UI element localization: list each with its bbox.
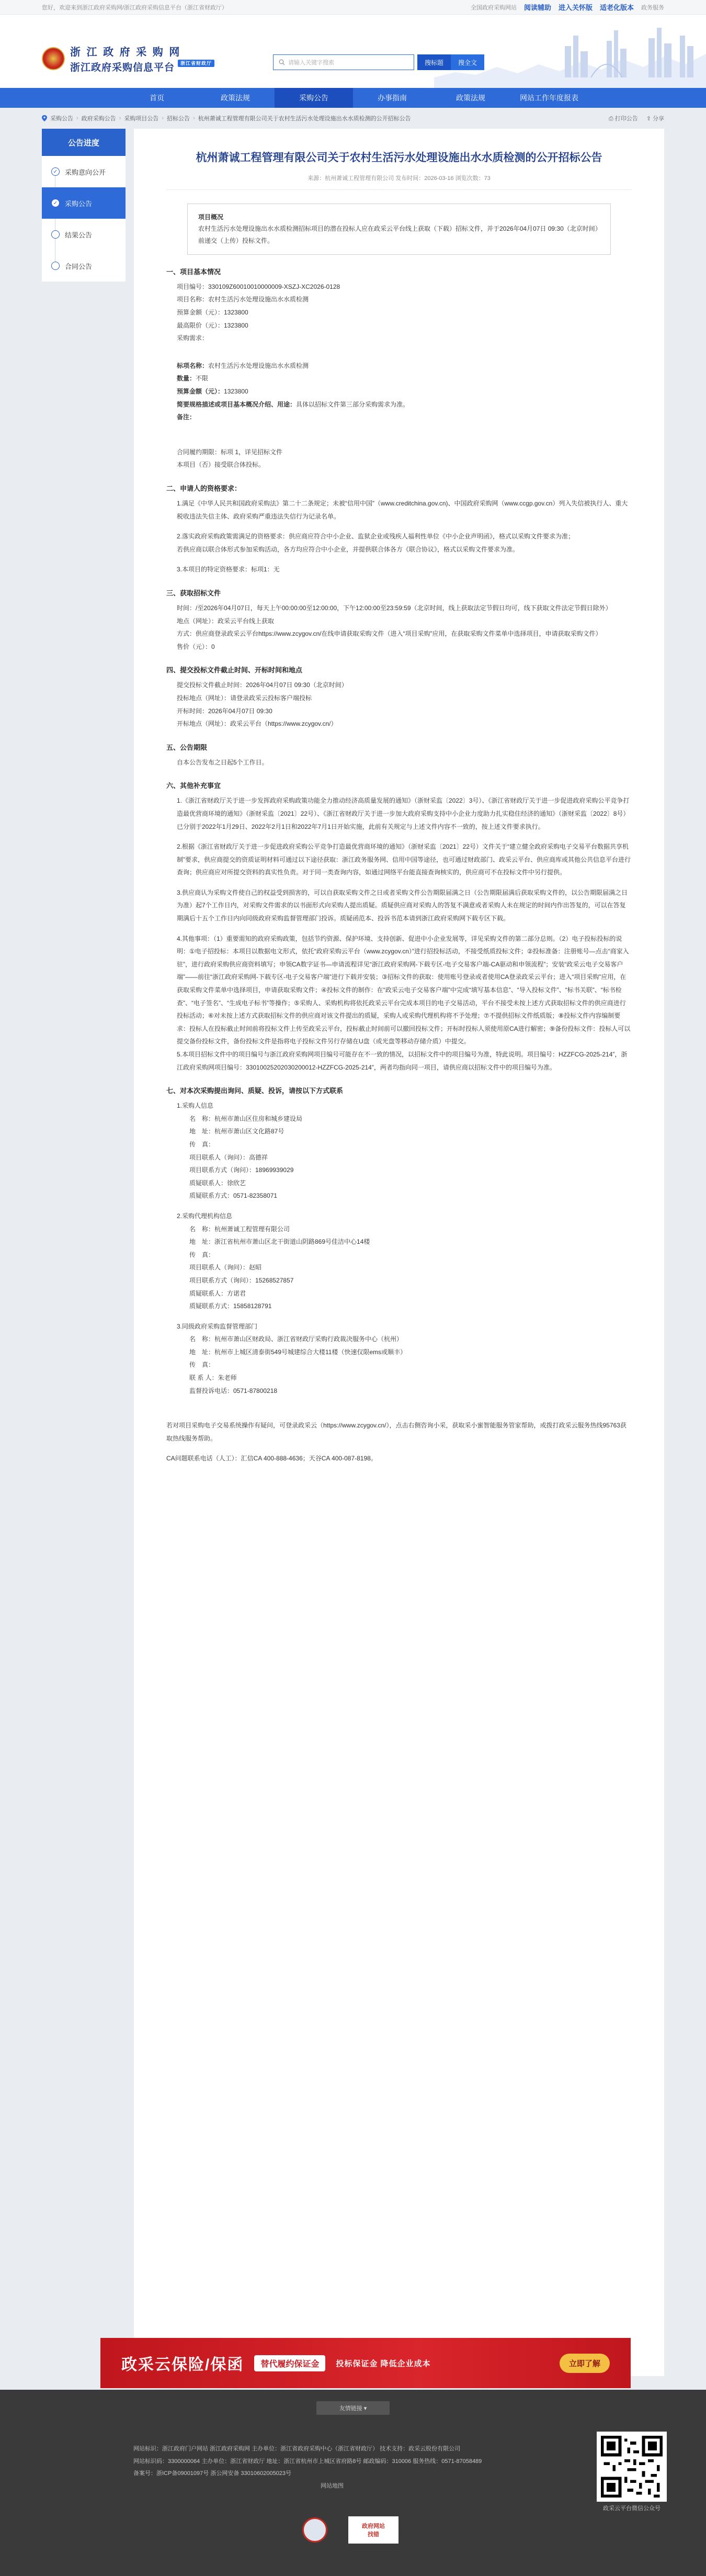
circle-icon [51, 230, 60, 239]
contact-line: 传 真： [189, 1251, 215, 1258]
paragraph: 若对项目采购电子交易系统操作有疑问，可登录政采云（https://www.zcygov.cn/），点击右侧咨询小采，获取采小蜜智能服务管家帮助，或拨打政采云服务热线95763获取热线服务帮助。 [166, 1422, 627, 1442]
search-icon [279, 59, 285, 65]
paragraph: 2.根据《浙江省财政厅关于进一步促进政府采购公平竞争打造最优营商环境的通知》（浙财采监〔2021〕22号）文件关于“建立健全政府采购电子交易平台数据共享机制”要求，供应商提交的资质证明材料可通过以下途径获取：浙江政务服务网、信用中国等途径，也可通过财政部门、政采云平台、供应商库或其他公共信息平台进行查询；供应商应对所提交资料的真实性负责。对于同一类查询内容，如通过网络平台能直接查询核实的，供应商可不在投标文件中另行提供。 [177, 843, 631, 876]
contact-line: 地 址：浙江省杭州市萧山区北干街道山阴路869号佳洁中心14楼 [189, 1238, 370, 1246]
banner-title: 政采云保险/保函 [121, 2356, 244, 2373]
paragraph: 提交投标文件截止时间：2026年04月07日 09:30（北京时间） [177, 681, 348, 689]
contact-line: 质疑联系人：方诺君 [189, 1289, 246, 1297]
breadcrumb: 采购公告 › 政府采购公告 › 采购项目公告 › 招标公告 › 杭州萧诚工程管理有限公司关于农村生活污水处理设施出水水质检测的公开招标公告 [42, 114, 411, 122]
requirement-line: 数量：不限 [177, 375, 209, 383]
nav-regulations[interactable]: 政策法规 [456, 94, 485, 102]
sidebar-item-announcement[interactable]: ✓ 采购公告 [42, 187, 126, 219]
footer-line: 网站标识码：3300000064 主办单位：浙江省财政厅 地址：浙江省杭州市上城区省府路8号 邮政编码：310006 服务热线：0571-87058489 [133, 2458, 482, 2465]
paragraph: 方式：供应商登录政采云平台https://www.zcygov.cn/在线申请获取采购文件（进入“项目采购”应用，在获取采购文件菜单中选择项目，申请获取采购文件） [177, 630, 602, 638]
breadcrumb-current: 杭州萧诚工程管理有限公司关于农村生活污水处理设施出水水质检测的公开招标公告 [198, 116, 411, 122]
content-layout [42, 129, 664, 2376]
breadcrumb-item[interactable]: 采购公告 [50, 116, 73, 122]
top-link-care-mode[interactable]: 进入关怀版 [558, 4, 593, 12]
requirement-line: 标项名称：农村生活污水处理设施出水水质检测 [177, 362, 309, 369]
requirement-line: 简要规格描述或项目基本概况介绍、用途：具体以招标文件第三部分采购需求为准。 [177, 400, 409, 408]
site-header [0, 15, 706, 88]
sidebar-title: 公告进度 [42, 129, 126, 156]
header-skyline-illustration [434, 15, 706, 88]
contact-line: 项目联系人（询问）：赵昭 [189, 1264, 262, 1272]
paragraph: 项目编号：330109Z60010010000009-XSZJ-XC2026-0128 [177, 283, 340, 290]
paragraph: 合同履约期限：标项 1，详见招标文件 [177, 448, 283, 456]
requirement-line: 备注： [177, 413, 196, 421]
summary-title: 项目概况 [198, 213, 224, 221]
share-button[interactable]: ⇪ 分享 [646, 116, 664, 122]
section-title: 三、获取招标文件 [166, 589, 221, 597]
paragraph: 若供应商以联合体形式参加采购活动，各方均应符合中小企业，并提供联合体各方《联合协议》，格式以采购文件要求为准。 [177, 545, 519, 553]
footer-badges [302, 2516, 398, 2544]
top-link-reading-aid[interactable]: 阅读辅助 [523, 4, 551, 12]
sidebar-item-result[interactable]: 结果公告 [42, 219, 126, 250]
paragraph: 1.《浙江省财政厅关于进一步发挥政府采购政策功能全力推动经济高质量发展的通知》（浙财采监〔2022〕3号）、《浙江省财政厅关于进一步促进政府采购公平竞争打造最优营商环境的通知》（浙财采监〔2021〕22号）、《浙江省财政厅关于进一步加大政府采购支持中小企业力度助力扎实稳住经济的通知》（浙财采监〔2022〕8号）已分别于2022年1月29日、2022年2月1日和2022年7月1日开始实施，此前有关规定与上述文件内容不一致的，按上述文件要求执行。 [177, 797, 630, 830]
nav-announcements[interactable]: 采购公告 [275, 88, 353, 108]
contact-line: 质疑联系人：徐欣艺 [189, 1179, 246, 1187]
contact-line: 项目联系方式（询问）：15268527857 [189, 1276, 294, 1284]
article-title: 杭州萧诚工程管理有限公司关于农村生活污水处理设施出水水质检测的公开招标公告 [196, 152, 602, 164]
print-icon: ⎙ [608, 116, 613, 122]
paragraph: 投标地点（网址）：请登录政采云投标客户端投标 [177, 694, 312, 702]
paragraph: 时间：/至2026年04月07日，每天上午00:00:00至12:00:00，下午12:00:00至23:59:59（北京时间，线上获取法定节假日均可，线下获取文件法定节假日除外） [177, 604, 612, 612]
check-icon: ✓ [51, 167, 60, 176]
contact-line: 名 称：杭州市萧山区财政局、浙江省财政厅采购行政裁决服务中心（杭州） [189, 1335, 403, 1343]
nav-home[interactable]: 首页 [150, 94, 164, 102]
gov-site-error-report-badge[interactable]: 政府网站 找错 [348, 2516, 398, 2544]
paragraph: 开标时间：2026年04月07日 09:30 [177, 707, 272, 715]
contact-line: 地 址：杭州市萧山区文化路87号 [189, 1128, 284, 1135]
main-nav [0, 88, 706, 108]
nav-annual-report[interactable]: 网站工作年度报表 [520, 94, 578, 102]
contact-group-title: 3.同级政府采购监督管理部门 [177, 1322, 258, 1330]
footer-line: 网站标识：浙江政府门户网站 浙江政府采购网 主办单位：浙江省政府采购中心（浙江省财政厅） 技术支持：政采云股份有限公司 [133, 2446, 461, 2452]
contact-line: 传 真： [189, 1140, 215, 1148]
section-title: 六、其他补充事宜 [166, 782, 221, 790]
welcome-text: 您好，欢迎来到浙江政府采购网/浙江政府采购信息平台（浙江省财政厅） [42, 4, 228, 11]
banner-subtitle: 投标保证金 降低企业成本 [336, 2359, 431, 2368]
contact-line: 项目联系方式（询问）：18969939029 [189, 1166, 294, 1174]
paragraph: 地点（网址）：政采云平台线上获取 [177, 617, 275, 625]
contact-line: 质疑联系方式：0571-82358071 [189, 1192, 278, 1200]
paragraph: 2.落实政府采购政策需满足的资格要求：供应商应符合中小企业、监狱企业或残疾人福利性单位《中小企业声明函》，格式以采购文件要求为准； [177, 533, 575, 541]
nav-guide[interactable]: 办事指南 [378, 94, 407, 102]
qr-caption: 政采云平台微信公众号 [603, 2505, 661, 2512]
contact-line: 项目联系人（询问）：高德祥 [189, 1153, 268, 1161]
logo-badge: 浙江省财政厅 [178, 60, 214, 67]
search-title-button[interactable]: 搜标题 [417, 54, 451, 70]
site-search [273, 54, 484, 70]
contact-line: 质疑联系方式：15858128791 [189, 1302, 272, 1310]
banner-learn-more-button[interactable]: 立即了解 [560, 2354, 610, 2373]
party-gov-badge-icon[interactable] [302, 2517, 327, 2543]
article-tools [609, 114, 664, 122]
search-placeholder: 请输入关键字搜索 [288, 60, 334, 66]
paragraph: 3.供应商认为采购文件使自己的权益受到损害的，可以自获取采购文件之日或者采购文件公告期限届满之日（公告期限届满后获取采购文件的，以公告期限届满之日为准）起7个工作日内，对采购文件需求的以书面形式向采购人提出质疑。质疑供应商对采购人的答复不满意或者采购人未在规定的时间内作出答复的，可以在答复期满后十五个工作日内向同级政府采购监督管理部门投诉。质疑函范本、投诉书范本请到浙江政府采购网下载专区下载。 [177, 888, 628, 923]
site-footer [0, 2390, 706, 2576]
paragraph: CA问题联系电话（人工）：汇信CA 400-888-4636；天谷CA 400-087-8198。 [166, 1455, 377, 1463]
circle-icon [51, 262, 60, 270]
top-bar [0, 0, 706, 15]
breadcrumb-item[interactable]: 政府采购公告 [81, 116, 116, 122]
section-title: 二、申请人的资格要求： [166, 485, 242, 493]
footer-line: 备案号：浙ICP备09001097号 浙公网安备 33010602005023号 [133, 2470, 292, 2477]
paragraph: 3.本项目的特定资格要求：标项1：无 [177, 566, 280, 573]
banner-tag: 替代履约保证金 [254, 2355, 325, 2371]
top-link-elderly-mode[interactable]: 适老化版本 [599, 4, 634, 12]
section-title: 七、对本次采购提出询问、质疑、投诉，请按以下方式联系 [166, 1087, 344, 1095]
print-button[interactable]: ⎙ 打印公告 [608, 116, 638, 122]
section-title: 一、项目基本情况 [166, 267, 221, 276]
paragraph: 自本公告发布之日起5个工作日。 [177, 758, 268, 766]
paragraph: 最高限价（元）：1323800 [177, 321, 248, 329]
footer-info [133, 2443, 531, 2493]
top-link-national[interactable]: 全国政府采购网站 [470, 4, 517, 11]
contact-line: 监督投诉电话：0571-87800218 [189, 1387, 278, 1394]
contact-line: 传 真： [189, 1361, 215, 1369]
location-icon [42, 115, 47, 121]
top-link-gov-service[interactable]: 政务服务 [641, 4, 664, 11]
footer-sitemap-link[interactable]: 网站地图 [321, 2482, 344, 2489]
paragraph: 预算金额（元）：1323800 [177, 309, 248, 317]
paragraph: 售价（元）：0 [177, 643, 215, 650]
summary-body: 农村生活污水处理设施出水水质检测招标项目的潜在投标人应在政采云平台线上获取（下载）招标文件，并于2026年04月07日 09:30（北京时间）前递交（上传）投标文件。 [198, 225, 598, 245]
site-logo[interactable] [42, 43, 214, 74]
progress-sidebar [42, 129, 126, 282]
paragraph: 本项目（否）接受联合体投标。 [177, 461, 265, 469]
article-main [134, 129, 664, 2376]
paragraph: 开标地点（网址）：政采云平台（https://www.zcygov.cn/） [177, 720, 337, 728]
top-links [471, 2, 664, 12]
paragraph: 采购需求： [177, 334, 209, 342]
logo-subtitle: 浙江政府采购信息平台 $^{浙江省财政厅}$ [70, 60, 214, 74]
national-emblem-icon [42, 47, 65, 70]
paragraph: 1.满足《中华人民共和国政府采购法》第二十二条规定；未被“信用中国”（www.creditchina.gov.cn)、中国政府采购网（www.ccgp.gov.cn）列入失信被执行人、重大税收违法失信主体、政府采购严重违法失信行为记录名单。 [177, 500, 628, 520]
search-fulltext-button[interactable]: 搜全文 [451, 54, 484, 70]
nav-policy[interactable]: 政策法规 [221, 94, 250, 102]
paragraph: 4.其他事项：（1）重要需知的政府采购政策，包括节约资源、保护环境、支持创新、促进中小企业发展等，详见采购文件的第二部分总则。（2）电子投标投标的说明：①电子招投标：本项目以数据电文形式，依托“政府采购云平台（www.zcygov.cn）”进行招投标活动，不接受纸质投标文件；②投标准备：注册账号—点击“商家入驻”，进行政府采购供应商资料填写；申领CA数字证书—申请流程详见“浙江政府采购网-下载专区-电子交易客户端-CA驱动和申领流程”；安装“政采云电子交易客户端”——前往“浙江政府采购网-下载专区-电子交易客户端”进行下载并安装；③招标文件的获取：使用账号登录或者使用CA登录政采云平台；进入“项目采购”应用，在获取采购文件菜单中选择项目，申请获取采购文件；④投标文件的制作：在“政采云电子交易客户端”中完成“填写基本信息”、“导入投标文件”、“标书关联”、“标书检查”、“电子签名”、“生成电子标书”等操作；⑤采购人、采购机构将依托政采云平台完成本项目的电子交易活动，平台不接受未按上述方式获取招标文件的供应商进行投标活动；⑥对未按上述方式获取招标文件的供应商对该文件提出的质疑，采购人或采购代理机构将不予处理；⑦不提供招标文件纸质版；⑧投标文件内容编制要求：投标人在投标截止时间前将投标文件上传至政采云平台，投标截止时间前可以撤回投标文件；开标时投标人须使用原CA进行解密；⑨备份投标文件：投标人可以提交备份投标文件，备份投标文件是指将电子投标文件另行存储在U盘（或光盘等移动存储介质）中提交。 [177, 935, 631, 1045]
paragraph: 项目名称：农村生活污水处理设施出水水质检测 [177, 296, 309, 303]
contact-line: 联 系 人：朱老师 [189, 1374, 237, 1382]
insurance-ad-banner[interactable] [100, 2338, 631, 2388]
check-icon: ✓ [51, 199, 60, 207]
breadcrumb-item[interactable]: 招标公告 [167, 116, 190, 122]
sidebar-item-intent[interactable]: ✓ 采购意向公开 [42, 156, 126, 187]
contact-line: 名 称：杭州市萧山区住房和城乡建设局 [189, 1115, 303, 1122]
share-icon: ⇪ [646, 116, 651, 122]
friendly-links-select[interactable]: 友情链接 ▾ [316, 2401, 390, 2415]
contact-line: 名 称：杭州萧诚工程管理有限公司 [189, 1225, 290, 1233]
requirement-line: 预算金额（元）：1323800 [177, 388, 248, 396]
wechat-qr-code [597, 2432, 667, 2502]
breadcrumb-item[interactable]: 采购项目公告 [124, 116, 159, 122]
contact-group-title: 2.采购代理机构信息 [177, 1212, 233, 1220]
logo-title: 浙 江 政 府 采 购 网 [70, 47, 181, 58]
paragraph: 5.本项目招标文件中的项目编号与浙江政府采购网项目编号可能存在不一致的情况，以招标文件中的项目编号为准，特此说明。项目编号：HZZFCG-2025-214”，浙江政府采购网项目编号：33010025202030200012-HZZFCG-2025-214”，两者均指向同一项目，请供应商以招标文件中的项目编号为准。 [177, 1051, 628, 1071]
section-title: 五、公告期限 [166, 743, 208, 751]
contact-group-title: 1.采购人信息 [177, 1102, 214, 1110]
sidebar-item-contract[interactable]: 合同公告 [42, 250, 126, 282]
contact-line: 地 址：杭州市上城区清泰街549号城建综合大楼11楼（快速仅限ems或顺丰） [189, 1348, 407, 1356]
project-summary-box [187, 204, 611, 255]
search-input[interactable] [273, 54, 414, 70]
breadcrumb-bar [42, 108, 664, 129]
section-title: 四、提交投标文件截止时间、开标时间和地点 [166, 666, 303, 674]
article-meta: 来源：杭州萧诚工程管理有限公司 发布时间：2026-03-16 浏览次数：73 [166, 174, 632, 190]
